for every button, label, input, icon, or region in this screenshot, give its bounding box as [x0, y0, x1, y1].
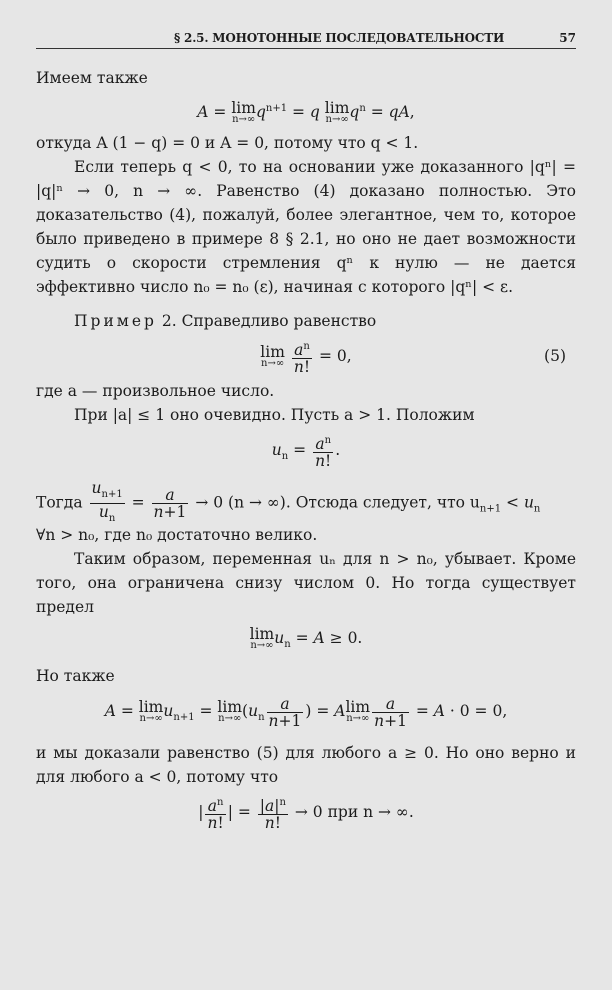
paragraph-8: Но также: [36, 667, 115, 686]
text-follows: → 0 (n → ∞). Отсюда следует, что u: [195, 493, 480, 512]
example-2-heading: [36, 309, 576, 333]
text-then: Тогда: [36, 493, 83, 512]
equation-abs-tail: → 0 при n → ∞.: [294, 803, 414, 822]
paragraph-7: Таким образом, переменная uₙ для n > n₀, убывает. Кроме того, она ограничена снизу числом 0. Но тогда существует предел: [36, 550, 576, 617]
page-body: [36, 66, 576, 835]
page-number: 57: [559, 31, 576, 45]
running-title: § 2.5. МОНОТОННЫЕ ПОСЛЕДОВАТЕЛЬНОСТИ: [174, 31, 505, 45]
paragraph-5: При |a| ≤ 1 оно очевидно. Пусть a > 1. Положим: [74, 406, 475, 425]
equation-un: $u_n$ = $\frac{a^n}{n!}$ .: [271, 435, 341, 471]
equation-chain: A = lim n→∞ $u_{n+1} = \lim$ n→∞ ($u_n$ $\frac{a}{n+1}$ ) = Alim n→∞ $\frac{a}{n+1}$ = A · 0 = 0,: [104, 694, 508, 730]
example-text: 2. Справедливо равенство: [161, 312, 377, 331]
paragraph-2: откуда A (1 − q) = 0 и A = 0, потому что q < 1.: [36, 134, 419, 153]
paragraph-1: Имеем также: [36, 69, 148, 87]
paragraph-4: где a — произвольное число.: [36, 382, 275, 401]
equation-limit-un: lim n→∞ $u_n = A \ge 0$.: [249, 625, 363, 652]
equation-number: (5): [544, 347, 566, 366]
paragraph-9: и мы доказали равенство (5) для любого a ≥ 0. Но оно верно и для любого a < 0, потому что: [36, 744, 576, 787]
equation-5: lim n→∞ $\frac{a^n}{n!}$ = 0, (5): [36, 337, 576, 375]
paragraph-3: Если теперь q < 0, то на основании уже доказанного |qⁿ| = |q|ⁿ → 0, n → ∞. Равенство (4) доказано полностью. Это доказательство (4), пожалуй, более элегантное, чем то, которое было приведено в примере 8 § 2.1, но оно не дает возможности судить о скорости стремления qⁿ к нулю — не дается эффективно число n₀ = n₀ (ε), начиная с которого |qⁿ| < ε.: [36, 158, 576, 297]
equation-abs: | $\frac{a^n}{n!}$ | = $\frac{|a|^n}{n!}$ → 0 при n → ∞.: [198, 797, 414, 833]
paragraph-6: Тогда $\frac{u_{n+1}}{u_n}$ = $\frac{a}{n+1}$ → 0 (n → ∞). Отсюда следует, что $u_{n+1} < u_n$: [36, 479, 541, 525]
example-label: Пример: [74, 312, 157, 331]
paragraph-6-tail: ∀n > n₀, где n₀ достаточно велико.: [36, 526, 318, 545]
equation-limit-q: A = lim n→∞ $q^{n+1} = q$ lim n→∞ $q^n$ = qA,: [197, 99, 415, 126]
page-header: [36, 30, 576, 49]
